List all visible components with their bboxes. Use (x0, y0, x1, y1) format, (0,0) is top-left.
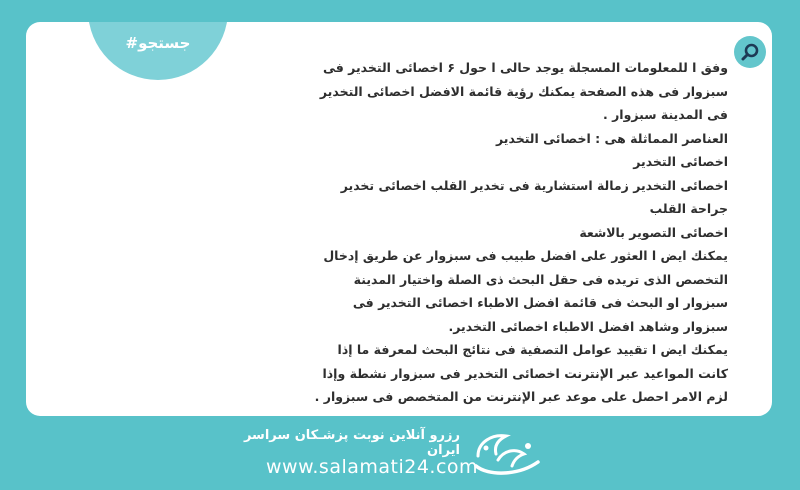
footer-tagline: رزرو آنلاین نوبت پزشـکان سراسر ایران (243, 428, 460, 458)
salamati-logo (468, 426, 546, 482)
footer-url[interactable]: www.salamati24.com (266, 456, 479, 478)
hashtag-label[interactable]: #جستجو (125, 34, 191, 52)
content-card (26, 22, 772, 416)
paragraph-item-1: اخصائی التخدير (633, 154, 728, 169)
paragraph-search-tip: يمكنك ايض ا العثور علی افضل طبيب فی سبزوار عن طريق إدخال التخصص الذی تريده فی حقل البحث ذی الصلة واختيار المدينة سبزوار او البحث فی قائمة افضل الاطباء اخصائی التخدير فی سبزوار وشاهد افضل الاطباء اخصائی التخدير. (323, 248, 728, 334)
search-button[interactable] (734, 36, 766, 68)
paragraph-intro: وفق ا للمعلومات المسجلة يوجد حالی ا حول ۶ اخصائی التخدير فی سبزوار فی هذه الصفحة يمكنك رؤية قائمة الافضل اخصائی التخدير فی المدينة سبزوار . (319, 60, 728, 122)
paragraph-item-2: اخصائی التخدير زمالة استشارية فی تخدير القلب اخصائی تخدير جراحة القلب (340, 177, 728, 216)
paragraph-item-3: اخصائی التصوير بالاشعة (579, 224, 728, 240)
description-text (308, 56, 728, 409)
paragraph-similar: العناصر المماثلة هی : اخصائی التخدير (496, 130, 728, 146)
search-icon (740, 42, 760, 62)
paragraph-filter-tip: يمكنك ايض ا تقييد عوامل التصفية فی نتائج البحث لمعرفة ما إذا كانت المواعيد عبر الإنترنت اخصائی التخدير فی سبزوار نشطة وإذا لزم الامر احصل علی موعد عبر الإنترنت من المتخصص فی سبزوار . (314, 342, 728, 404)
